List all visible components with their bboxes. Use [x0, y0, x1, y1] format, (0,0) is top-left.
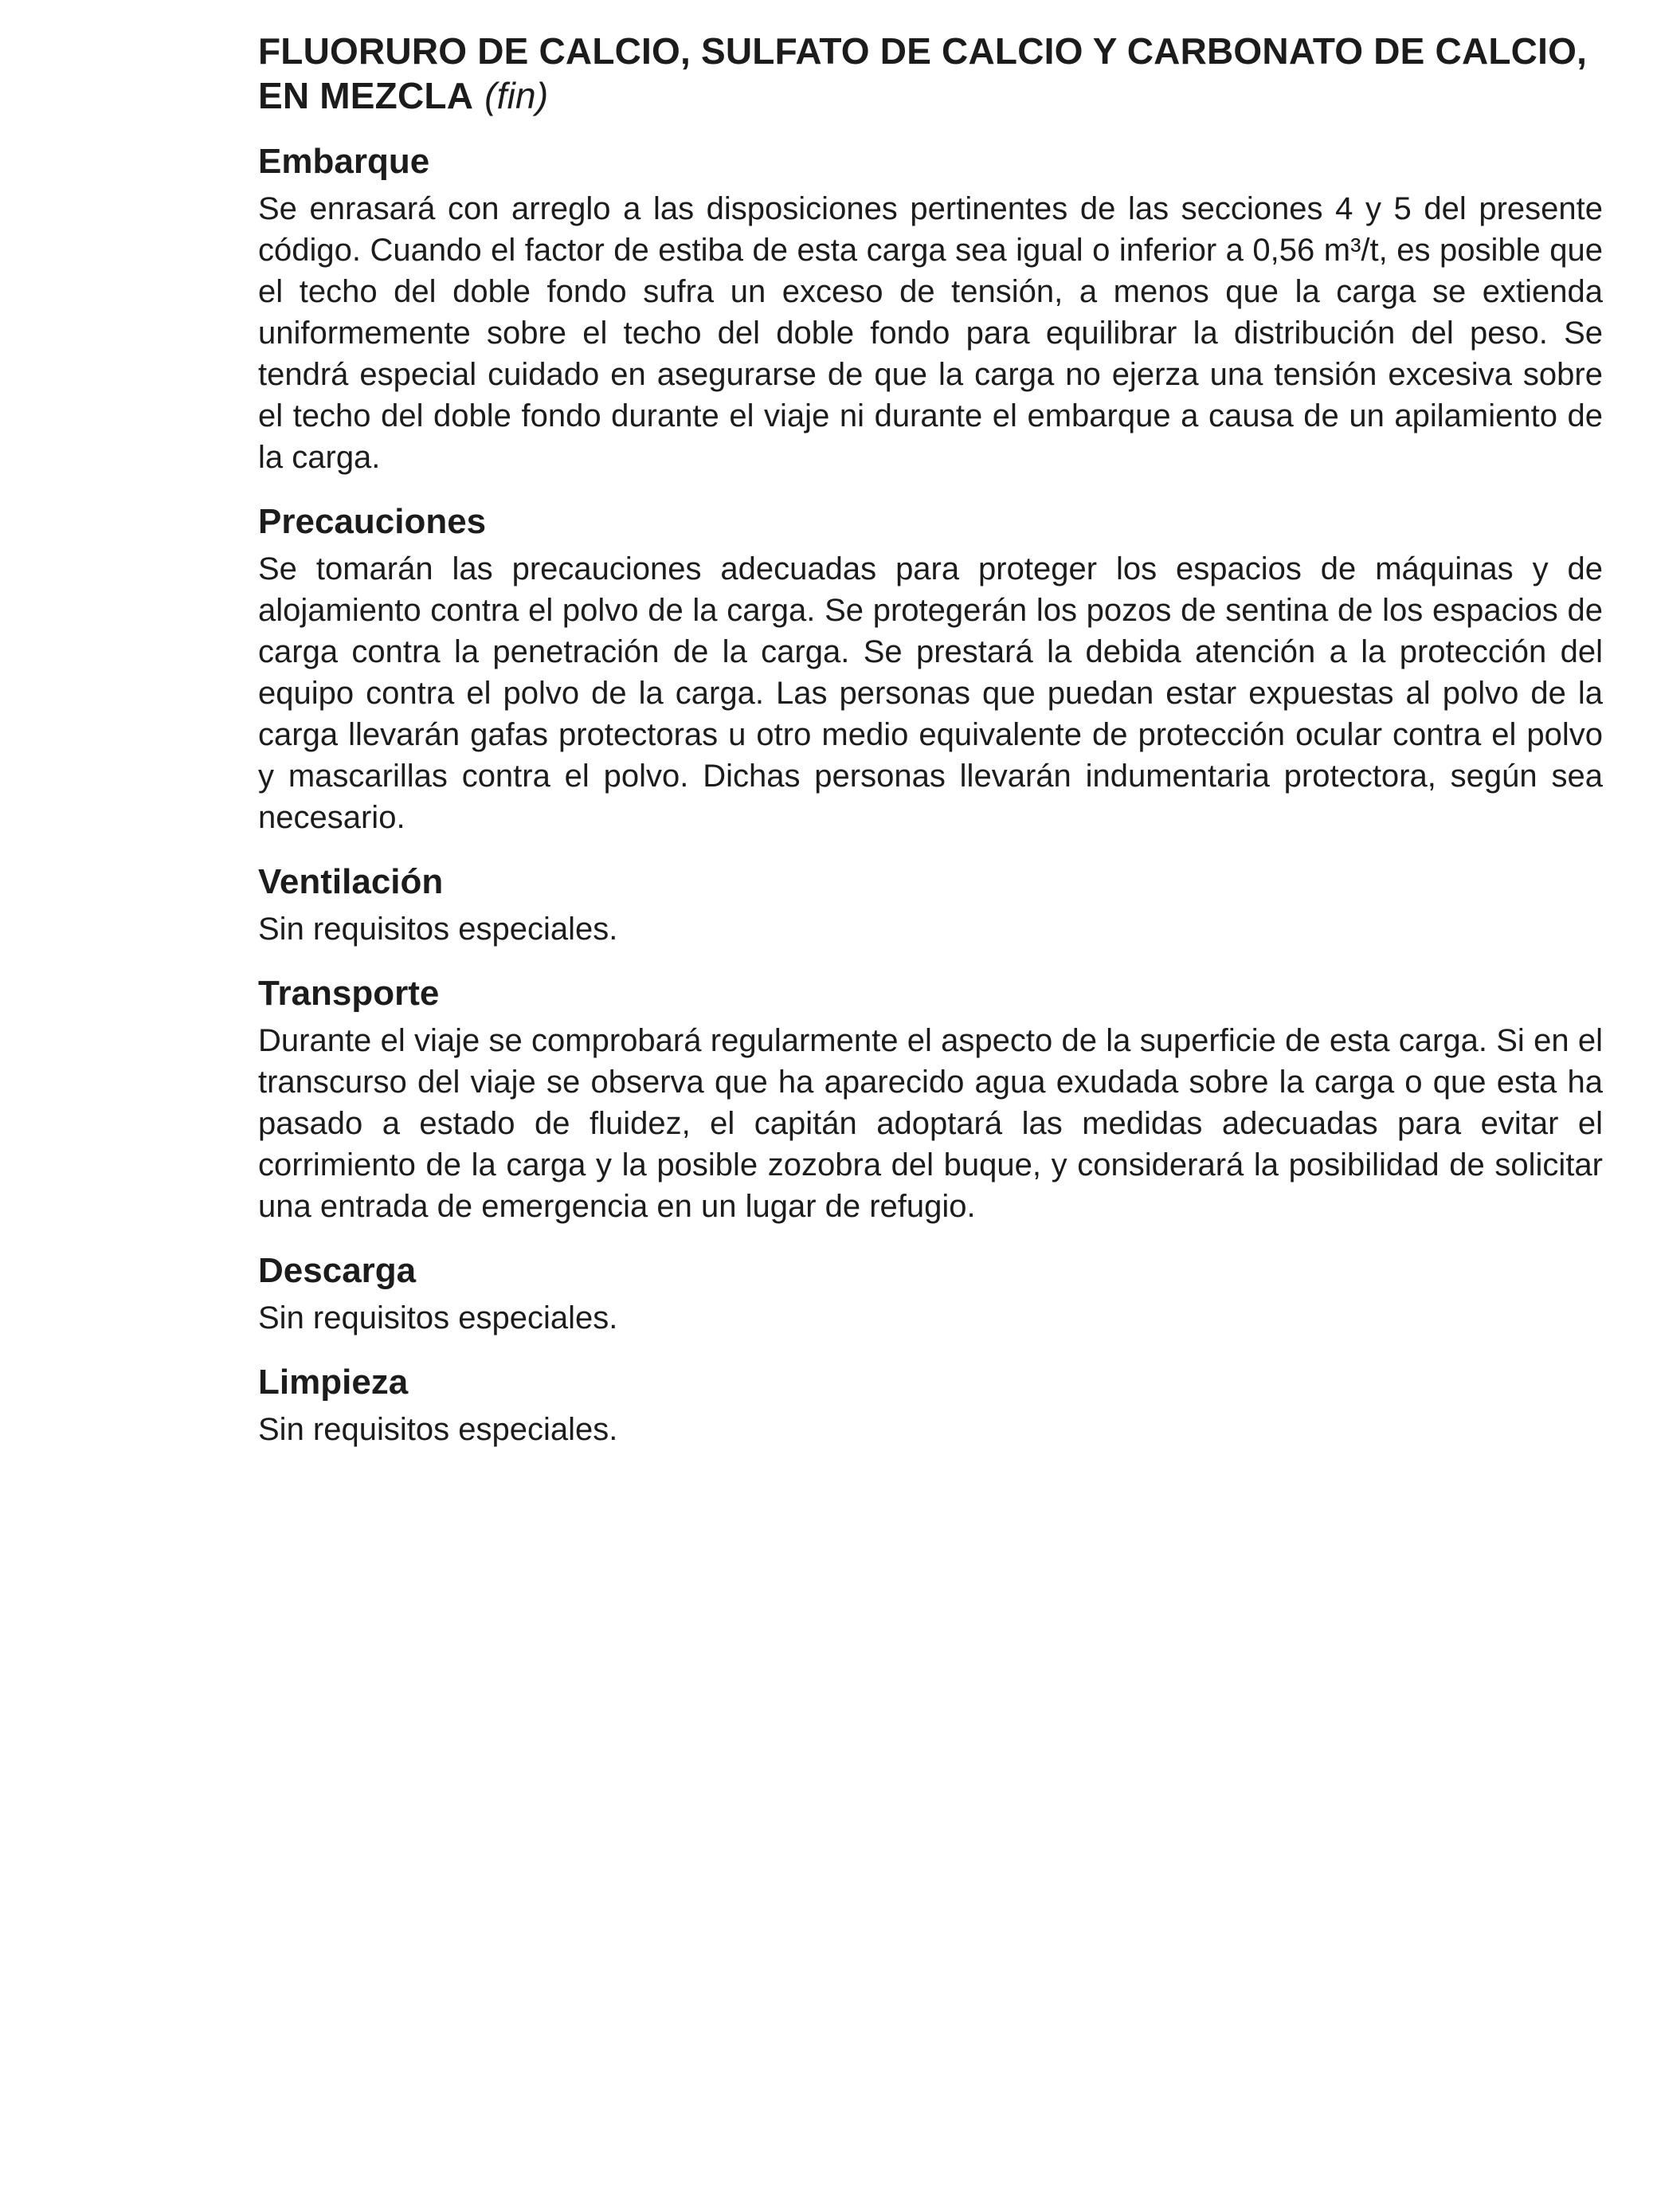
section-transporte — [258, 972, 1603, 1227]
section-ventilacion — [258, 861, 1603, 950]
section-heading: Descarga — [258, 1251, 417, 1290]
section-heading: Transporte — [258, 974, 440, 1013]
section-heading: Precauciones — [258, 502, 487, 541]
cargo-title-name: EN MEZCLA — [258, 75, 474, 116]
section-body: Se tomarán las precauciones adecuadas para proteger los espacios de máquinas y de alojamiento contra el polvo de la carga. Se protegerán los pozos de sentina de los espacios de carga contra la penetración de la carga. Se prestará la debida atención a la protección del equipo contra el polvo de la carga. Las personas que puedan estar expuestas al polvo de la carga llevarán gafas protectoras u otro medio equivalente de protección ocular contra el polvo y mascarillas contra el polvo. Dichas personas llevarán indumentaria protectora, según sea necesario. — [258, 551, 1603, 835]
section-body: Sin requisitos especiales. — [258, 1412, 618, 1447]
section-embarque — [258, 140, 1603, 478]
section-body: Durante el viaje se comprobará regularmente el aspecto de la superficie de esta carga. Si en el transcurso del viaje se observa que ha aparecido agua exudada sobre la carga o que esta ha pasado a estado de fluidez, el capitán adoptará las medidas adecuadas para evitar el corrimiento de la carga y la posible zozobra del buque, y considerará la posibilidad de solicitar una entrada de emergencia en un lugar de refugio. — [258, 1023, 1603, 1224]
section-body: Se enrasará con arreglo a las disposiciones pertinentes de las secciones 4 y 5 del presente código. Cuando el factor de estiba de esta carga sea igual o inferior a 0,56 m³/t, es posible que el techo del doble fondo sufra un exceso de tensión, a menos que la carga se extienda uniformemente sobre el techo del doble fondo para equilibrar la distribución del peso. Se tendrá especial cuidado en asegurarse de que la carga no ejerza una tensión excesiva sobre el techo del doble fondo durante el viaje ni durante el embarque a causa de un apilamiento de la carga. — [258, 191, 1603, 475]
section-heading: Ventilación — [258, 862, 444, 901]
section-heading: Embarque — [258, 142, 430, 181]
section-heading: Limpieza — [258, 1363, 409, 1402]
section-body: Sin requisitos especiales. — [258, 912, 618, 947]
cargo-title — [258, 29, 1603, 118]
document-page — [258, 0, 1603, 1450]
cargo-title-line1: FLUORURO DE CALCIO, SULFATO DE CALCIO Y CARBONATO DE CALCIO, — [258, 30, 1588, 72]
section-body: Sin requisitos especiales. — [258, 1300, 618, 1335]
section-limpieza — [258, 1361, 1603, 1450]
section-precauciones — [258, 500, 1603, 838]
cargo-title-continuation-marker: (fin) — [484, 75, 549, 116]
section-descarga — [258, 1249, 1603, 1339]
cargo-title-line2 — [258, 73, 1603, 118]
